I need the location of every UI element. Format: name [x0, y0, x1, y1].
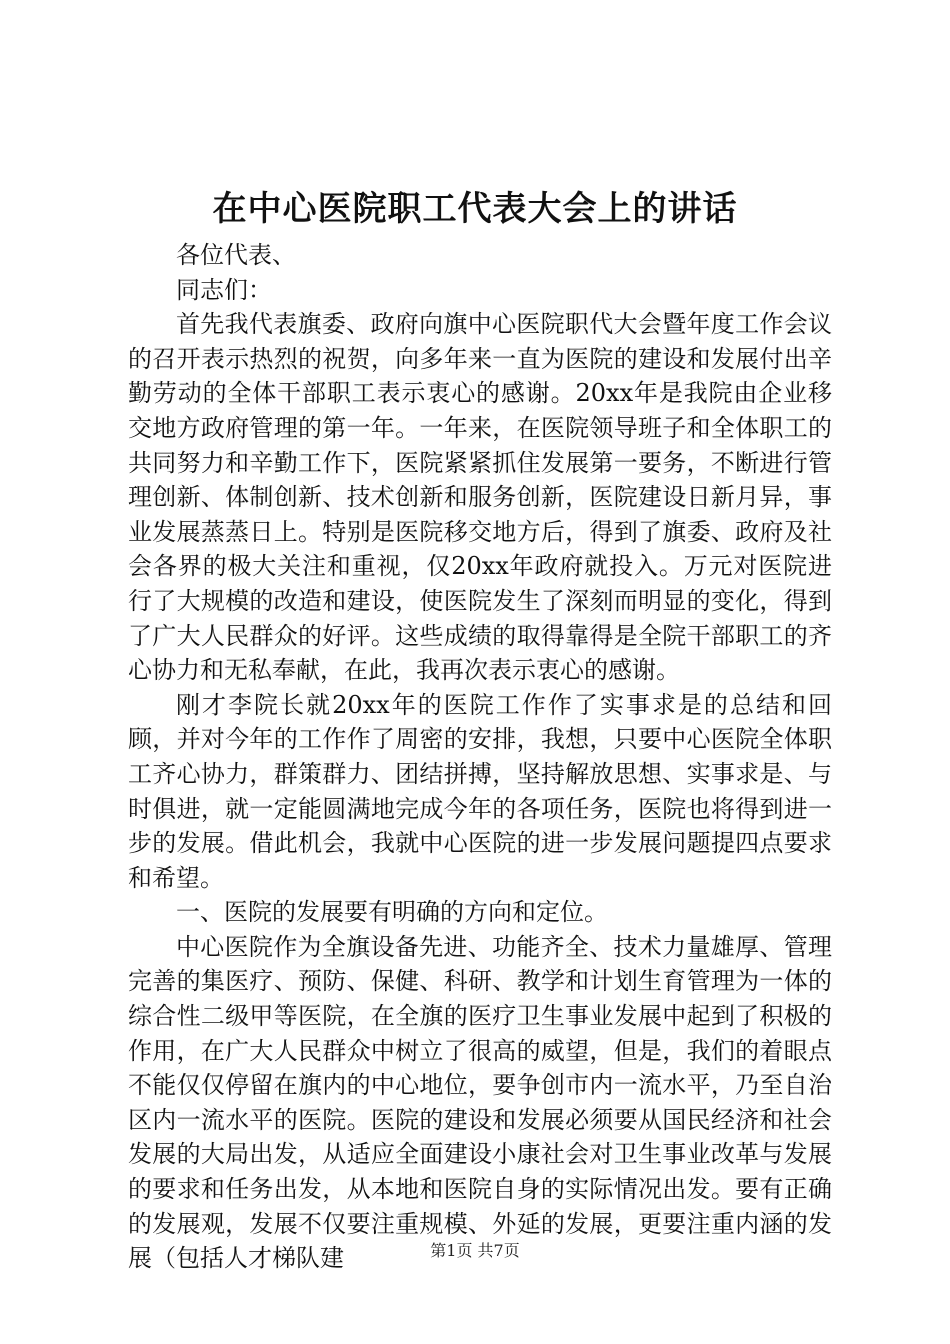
- body-paragraph: 中心医院作为全旗设备先进、功能齐全、技术力量雄厚、管理完善的集医疗、预防、保健、科研、教学和计划生育管理为一体的综合性二级甲等医院，在全旗的医疗卫生事业发展中起到了积极的作用，在广大人民群众中树立了很高的威望，但是，我们的着眼点不能仅仅停留在旗内的中心地位，要争创市内一流水平，乃至自治区内一流水平的医院。医院的建设和发展必须要从国民经济和社会发展的大局出发，从适应全面建设小康社会对卫生事业改革与发展的要求和任务出发，从本地和医院自身的实际情况出发。要有正确的发展观，发展不仅要注重规模、外延的发展，更要注重内涵的发展（包括人才梯队建: [128, 932, 832, 1273]
- page-number-footer: 第1页 共7页: [430, 1241, 520, 1260]
- document-title: 在中心医院职工代表大会上的讲话: [212, 189, 738, 229]
- body-paragraph: 刚才李院长就20xx年的医院工作作了实事求是的总结和回顾，并对今年的工作作了周密的安排，我想，只要中心医院全体职工齐心协力，群策群力、团结拼搏，坚持解放思想、实事求是、与时俱进，就一定能圆满地完成今年的各项任务，医院也将得到进一步的发展。借此机会，我就中心医院的进一步发展问题提四点要求和希望。: [128, 690, 832, 892]
- section-heading: 一、医院的发展要有明确的方向和定位。: [176, 898, 608, 927]
- salutation-line: 各位代表、: [176, 241, 296, 269]
- salutation-line: 同志们：: [176, 275, 272, 304]
- body-paragraph: 首先我代表旗委、政府向旗中心医院职代大会暨年度工作会议的召开表示热烈的祝贺，向多年来一直为医院的建设和发展付出辛勤劳动的全体干部职工表示衷心的感谢。20xx年是我院由企业移交地方政府管理的第一年。一年来，在医院领导班子和全体职工的共同努力和辛勤工作下，医院紧紧抓住发展第一要务，不断进行管理创新、体制创新、技术创新和服务创新，医院建设日新月异，事业发展蒸蒸日上。特别是医院移交地方后，得到了旗委、政府及社会各界的极大关注和重视，仅20xx年政府就投入。万元对医院进行了大规模的改造和建设，使医院发生了深刻而明显的变化，得到了广大人民群众的好评。这些成绩的取得靠得是全院干部职工的齐心协力和无私奉献，在此，我再次表示衷心的感谢。: [128, 310, 832, 685]
- document-body: [128, 238, 832, 1276]
